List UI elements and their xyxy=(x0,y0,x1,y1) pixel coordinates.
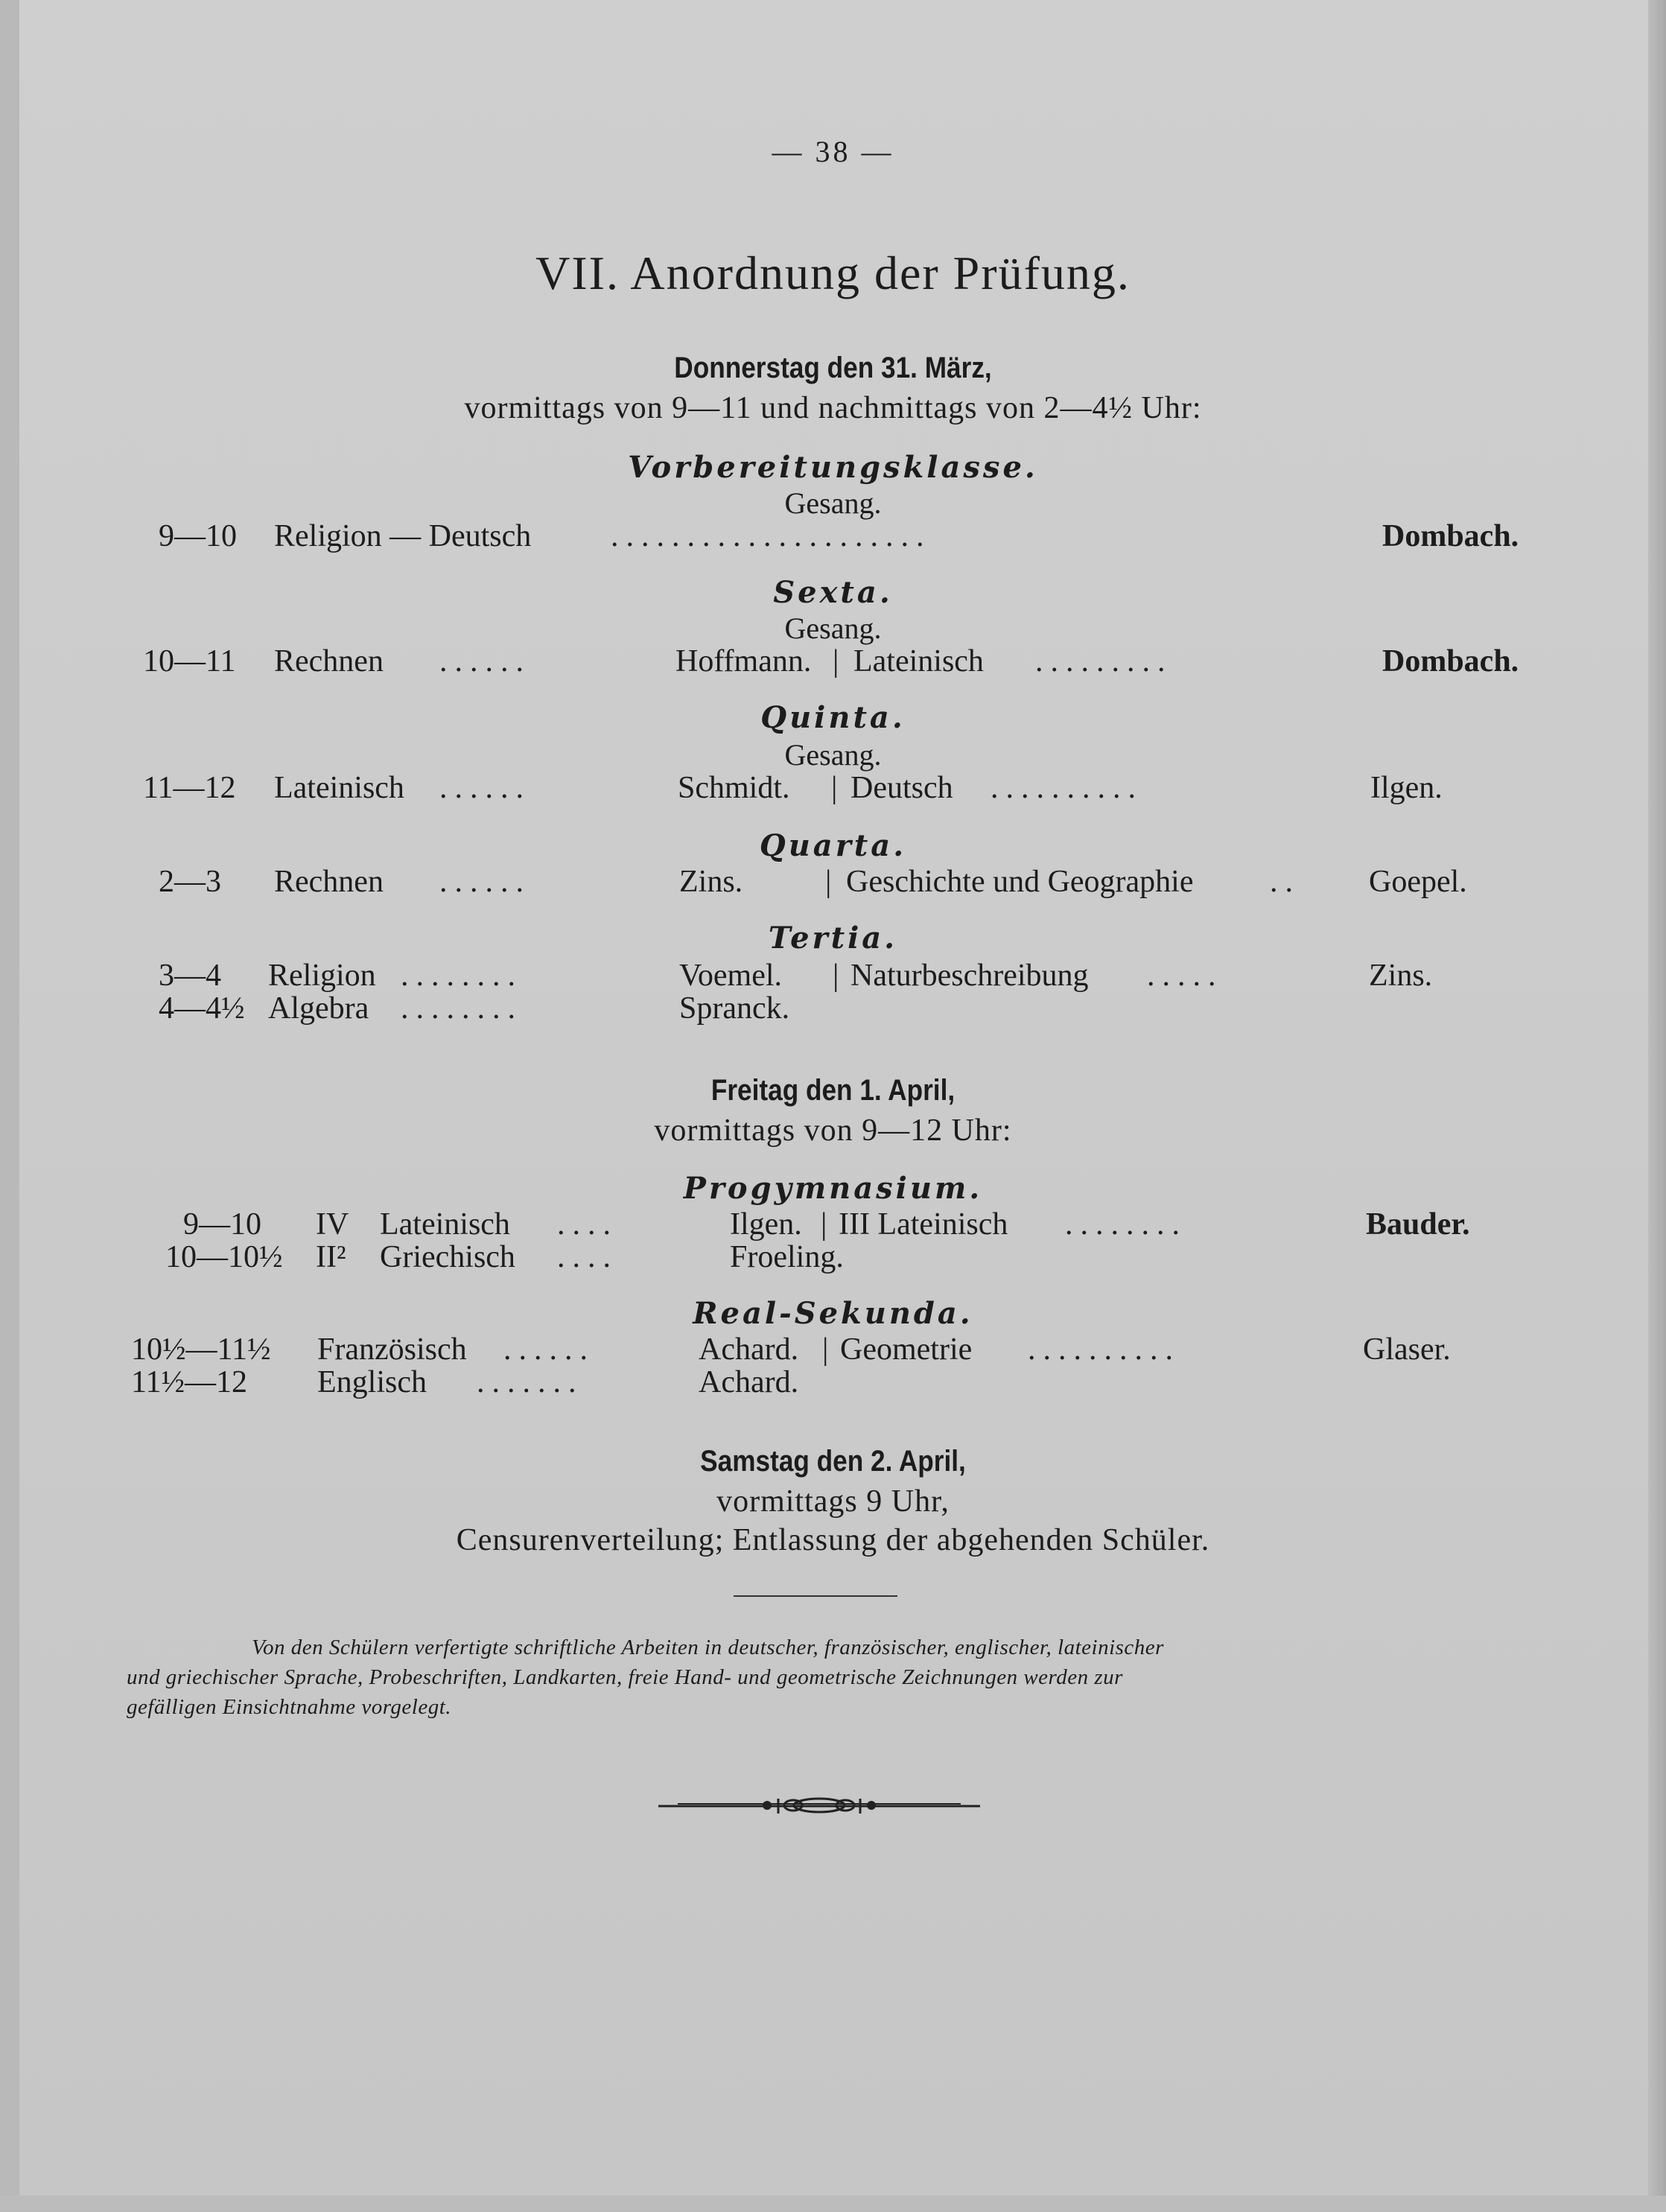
class-sexta: Sexta. xyxy=(773,575,893,610)
column-divider: | xyxy=(833,959,839,993)
realsek-time-2: 11½—12 xyxy=(131,1365,247,1399)
tertia-teacher: Voemel. xyxy=(679,959,783,993)
progym-time: 9—10 xyxy=(183,1207,261,1242)
quarta-time: 2—3 xyxy=(159,865,221,899)
page-edge-bottom xyxy=(0,2196,1666,2212)
realsek-subject2: Geometrie xyxy=(840,1332,973,1367)
realsek-teacher: Achard. xyxy=(699,1332,799,1367)
thursday-heading: Donnerstag den 31. März, xyxy=(674,352,992,384)
tertia-subject: Religion xyxy=(268,959,376,993)
vorbereitung-time: 9—10 xyxy=(159,519,237,553)
page-edge-right xyxy=(1648,0,1666,2212)
dot-leader: .......... xyxy=(1028,1332,1180,1367)
sexta-teacher: Hoffmann. xyxy=(675,644,812,678)
sexta-subject2: Lateinisch xyxy=(853,644,984,678)
dot-leader: ...... xyxy=(439,771,531,805)
progym-class: IV xyxy=(316,1207,349,1242)
realsek-subject: Französisch xyxy=(317,1332,467,1367)
separator-rule xyxy=(734,1595,897,1597)
dot-leader: .. xyxy=(1270,865,1300,899)
class-realsekunda: Real-Sekunda. xyxy=(693,1296,973,1331)
page-number: — 38 — xyxy=(772,135,894,168)
class-vorbereitung: Vorbereitungsklasse. xyxy=(628,450,1038,485)
quinta-subject: Lateinisch xyxy=(274,771,404,805)
realsek-subject-2: Englisch xyxy=(317,1365,427,1399)
page-title: VII. Anordnung der Prüfung. xyxy=(535,247,1131,299)
note-line-1: Von den Schülern verfertigte schriftliche Arbeiten in deutscher, französischer, englischer, lateinischer xyxy=(252,1636,1164,1659)
column-divider: | xyxy=(825,865,832,899)
tertia-time-2: 4—4½ xyxy=(159,991,245,1026)
dot-leader: ...... xyxy=(503,1332,595,1367)
saturday-event: Censurenverteilung; Entlassung der abgehenden Schüler. xyxy=(456,1523,1210,1557)
dot-leader: ........ xyxy=(401,959,523,993)
page-edge-left xyxy=(0,0,19,2212)
quinta-subject2: Deutsch xyxy=(851,771,953,805)
quinta-gesang: Gesang. xyxy=(784,738,882,772)
dot-leader: ..................... xyxy=(611,519,932,553)
saturday-time: vormittags 9 Uhr, xyxy=(716,1484,950,1519)
realsek-teacher-2: Achard. xyxy=(699,1365,799,1399)
column-divider: | xyxy=(831,771,838,805)
quarta-teacher2: Goepel. xyxy=(1369,865,1467,899)
progym-class-2: II² xyxy=(316,1240,346,1274)
tertia-teacher-2: Spranck. xyxy=(679,991,790,1026)
saturday-heading: Samstag den 2. April, xyxy=(700,1445,966,1478)
quarta-subject: Rechnen xyxy=(274,865,384,899)
tertia-subject2: Naturbeschreibung xyxy=(851,959,1089,993)
quinta-teacher: Schmidt. xyxy=(678,771,790,805)
class-progymnasium: Progymnasium. xyxy=(683,1171,983,1206)
quarta-subject2: Geschichte und Geographie xyxy=(846,865,1194,899)
progym-subject-2: Griechisch xyxy=(380,1240,515,1274)
realsek-teacher2: Glaser. xyxy=(1363,1332,1451,1367)
sexta-subject: Rechnen xyxy=(274,644,384,678)
progym-subject2: III Lateinisch xyxy=(839,1207,1008,1242)
note-line-3: gefälligen Einsichtnahme vorgelegt. xyxy=(127,1695,452,1719)
column-divider: | xyxy=(821,1207,827,1242)
column-divider: | xyxy=(822,1332,829,1367)
quinta-teacher2: Ilgen. xyxy=(1370,771,1443,805)
tertia-subject-2: Algebra xyxy=(268,991,369,1026)
dot-leader: ...... xyxy=(439,865,531,899)
tertia-time: 3—4 xyxy=(159,959,221,993)
sexta-gesang: Gesang. xyxy=(784,611,882,645)
class-quarta: Quarta. xyxy=(759,828,907,863)
dot-leader: .......... xyxy=(991,771,1143,805)
dot-leader: ........ xyxy=(1065,1207,1187,1242)
progym-subject: Lateinisch xyxy=(380,1207,510,1242)
class-quinta: Quinta. xyxy=(760,700,906,735)
column-divider: | xyxy=(833,644,839,678)
class-tertia: Tertia. xyxy=(768,921,898,956)
progym-time-2: 10—10½ xyxy=(165,1240,283,1274)
vorbereitung-subject: Religion — Deutsch xyxy=(274,519,532,553)
dot-leader: ...... xyxy=(439,644,531,678)
quinta-time: 11—12 xyxy=(143,771,236,805)
thursday-time: vormittags von 9—11 und nachmittags von 2—4½ Uhr: xyxy=(464,391,1202,425)
dot-leader: ......... xyxy=(1035,644,1173,678)
friday-heading: Freitag den 1. April, xyxy=(710,1074,956,1107)
tertia-teacher2: Zins. xyxy=(1369,959,1433,993)
dot-leader: ........ xyxy=(401,991,523,1026)
quarta-teacher: Zins. xyxy=(679,865,743,899)
dot-leader: ....... xyxy=(477,1365,584,1399)
realsek-time: 10½—11½ xyxy=(131,1332,271,1367)
dot-leader: .... xyxy=(557,1240,618,1274)
progym-teacher: Ilgen. xyxy=(730,1207,802,1242)
vorbereitung-teacher: Dombach. xyxy=(1382,519,1519,553)
progym-teacher2: Bauder. xyxy=(1366,1207,1470,1242)
note-line-2: und griechischer Sprache, Probeschriften, Landkarten, freie Hand- und geometrische Zeichnungen werden zur xyxy=(127,1665,1123,1689)
vorbereitung-gesang: Gesang. xyxy=(784,486,882,520)
ornament-flourish xyxy=(655,1791,983,1821)
friday-time: vormittags von 9—12 Uhr: xyxy=(654,1113,1012,1148)
dot-leader: .... xyxy=(557,1207,618,1242)
progym-teacher-2: Froeling. xyxy=(730,1240,844,1274)
dot-leader: ..... xyxy=(1147,959,1224,993)
sexta-time: 10—11 xyxy=(143,644,236,678)
sexta-teacher2: Dombach. xyxy=(1382,644,1519,678)
